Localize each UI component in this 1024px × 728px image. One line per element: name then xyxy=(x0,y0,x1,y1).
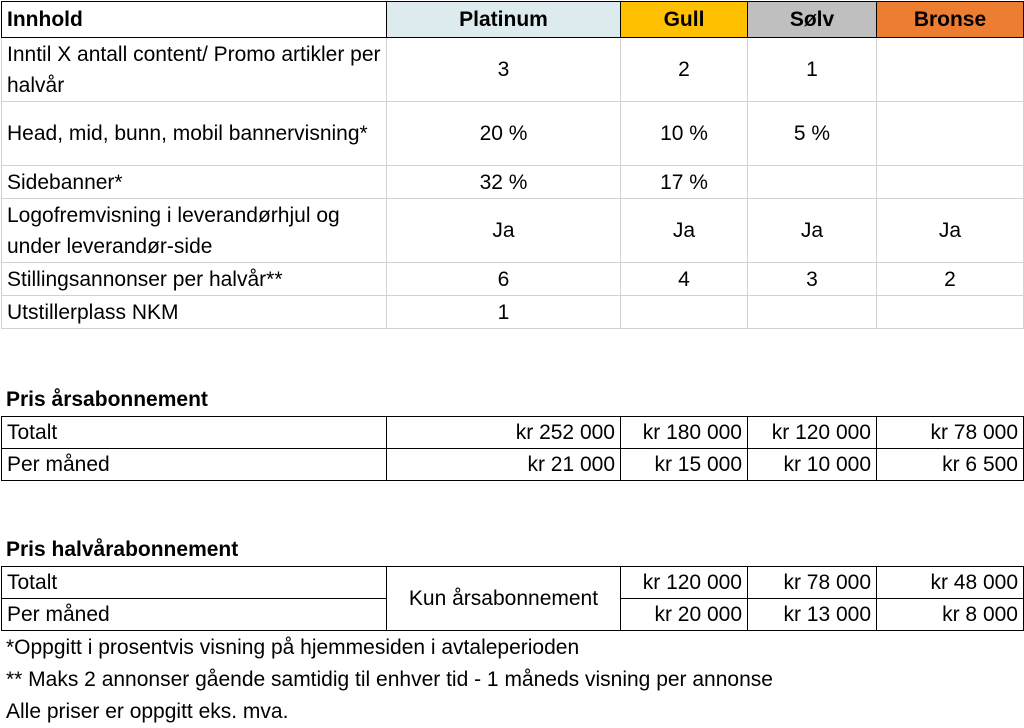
row-label: Per måned xyxy=(2,449,387,481)
annual-price-table xyxy=(1,416,1024,481)
price-solv: kr 13 000 xyxy=(748,599,877,631)
cell-solv: 1 xyxy=(748,38,877,102)
table-row xyxy=(2,567,1024,599)
row-label: Sidebanner* xyxy=(2,166,387,199)
table-row xyxy=(2,166,1024,199)
price-gull: kr 15 000 xyxy=(621,449,748,481)
features-table xyxy=(1,1,1024,329)
table-row xyxy=(2,38,1024,102)
price-gull: kr 180 000 xyxy=(621,417,748,449)
cell-bronse xyxy=(877,102,1024,166)
row-label: Utstillerplass NKM xyxy=(2,296,387,329)
cell-bronse xyxy=(877,166,1024,199)
cell-gull xyxy=(621,296,748,329)
row-label: Stillingsannonser per halvår** xyxy=(2,263,387,296)
row-label: Per måned xyxy=(2,599,387,631)
footnotes xyxy=(6,632,773,728)
cell-gull: 2 xyxy=(621,38,748,102)
cell-bronse xyxy=(877,296,1024,329)
row-label: Head, mid, bunn, mobil bannervisning* xyxy=(2,102,387,166)
header-solv: Sølv xyxy=(748,2,877,38)
price-gull: kr 120 000 xyxy=(621,567,748,599)
footnote-percent-display: *Oppgitt i prosentvis visning på hjemmesiden i avtaleperioden xyxy=(6,636,580,659)
half-year-price-table xyxy=(1,566,1024,631)
price-platinum: kr 252 000 xyxy=(387,417,621,449)
row-label: Inntil X antall content/ Promo artikler per halvår xyxy=(2,38,387,102)
cell-platinum: 20 % xyxy=(387,102,621,166)
header-innhold: Innhold xyxy=(2,2,387,38)
header-bronse: Bronse xyxy=(877,2,1024,38)
cell-gull: 4 xyxy=(621,263,748,296)
cell-bronse: Ja xyxy=(877,199,1024,263)
cell-platinum: 6 xyxy=(387,263,621,296)
table-row xyxy=(2,199,1024,263)
row-label: Totalt xyxy=(2,567,387,599)
table-row xyxy=(2,263,1024,296)
cell-bronse xyxy=(877,38,1024,102)
price-bronse: kr 8 000 xyxy=(877,599,1024,631)
features-header-row xyxy=(2,2,1024,38)
price-gull: kr 20 000 xyxy=(621,599,748,631)
footnote-ex-vat: Alle priser er oppgitt eks. mva. xyxy=(6,700,289,723)
cell-bronse: 2 xyxy=(877,263,1024,296)
footnote-max-ads: ** Maks 2 annonser gående samtidig til enhver tid - 1 måneds visning per annonse xyxy=(6,668,773,691)
annual-price-title: Pris årsabonnement xyxy=(6,388,208,411)
price-bronse: kr 48 000 xyxy=(877,567,1024,599)
header-gull: Gull xyxy=(621,2,748,38)
row-label: Totalt xyxy=(2,417,387,449)
cell-gull: 17 % xyxy=(621,166,748,199)
price-bronse: kr 6 500 xyxy=(877,449,1024,481)
cell-platinum: 3 xyxy=(387,38,621,102)
half-year-price-title: Pris halvårabonnement xyxy=(6,538,239,561)
cell-platinum: 1 xyxy=(387,296,621,329)
cell-solv: 5 % xyxy=(748,102,877,166)
price-platinum: kr 21 000 xyxy=(387,449,621,481)
table-row xyxy=(2,102,1024,166)
price-solv: kr 120 000 xyxy=(748,417,877,449)
table-row xyxy=(2,417,1024,449)
cell-platinum: 32 % xyxy=(387,166,621,199)
price-bronse: kr 78 000 xyxy=(877,417,1024,449)
cell-solv: Ja xyxy=(748,199,877,263)
cell-gull: 10 % xyxy=(621,102,748,166)
cell-platinum: Ja xyxy=(387,199,621,263)
price-solv: kr 10 000 xyxy=(748,449,877,481)
price-solv: kr 78 000 xyxy=(748,567,877,599)
cell-gull: Ja xyxy=(621,199,748,263)
header-platinum: Platinum xyxy=(387,2,621,38)
cell-solv xyxy=(748,166,877,199)
annual-only-note: Kun årsabonnement xyxy=(387,567,621,631)
table-row xyxy=(2,449,1024,481)
cell-solv xyxy=(748,296,877,329)
row-label: Logofremvisning i leverandørhjul og under leverandør-side xyxy=(2,199,387,263)
cell-solv: 3 xyxy=(748,263,877,296)
table-row xyxy=(2,296,1024,329)
